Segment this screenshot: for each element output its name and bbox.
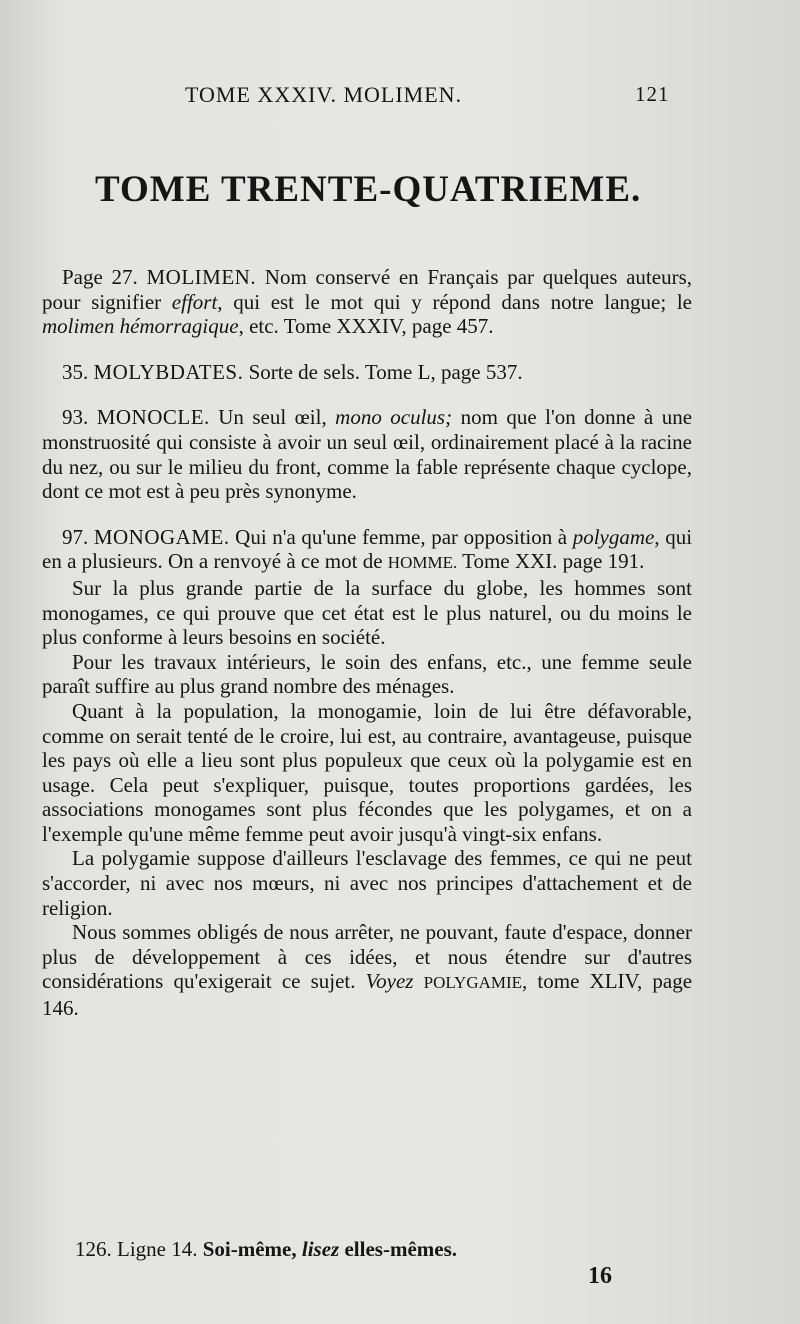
entry-paragraph bbox=[42, 360, 692, 385]
entry-italic: mono oculus; bbox=[335, 405, 453, 430]
entry-monocle bbox=[42, 405, 692, 503]
entry-text: Un seul œil, bbox=[218, 405, 327, 430]
entry-paragraph bbox=[42, 405, 692, 503]
entry-page-ref: 93. bbox=[62, 405, 89, 430]
entry-italic: Voyez bbox=[365, 969, 414, 994]
entry-paragraph: La polygamie suppose d'ailleurs l'esclavage des femmes, ce qui ne peut s'accorder, ni avec nos mœurs, ni avec nos principes d'attachement et de religion. bbox=[42, 846, 692, 920]
entry-italic: polygame bbox=[572, 524, 655, 549]
signature-mark: 16 bbox=[588, 1263, 612, 1289]
entry-text: nom que l'on donne à une monstruosité qui consiste à avoir un seul œil, ordinairement placé à la racine du nez, ou sur le milieu du front, comme la fable représente chaque cyclope, dont ce mot est à peu près synonyme. bbox=[42, 405, 693, 504]
running-title: TOME XXXIV. MOLIMEN. bbox=[185, 82, 463, 107]
entry-paragraph: Sur la plus grande partie de la surface du globe, les hommes sont monogames, ce qui prouve que cet état est le plus naturel, ou du moins le plus conforme à leurs besoins en société. bbox=[42, 575, 692, 650]
entry-text: , etc. Tome XXXIV, page 457. bbox=[238, 314, 494, 339]
erratum-correct: elles-mêmes. bbox=[344, 1237, 457, 1261]
entry-headword: MOLYBDATES. bbox=[93, 359, 244, 384]
entry-text: Qui n'a qu'une femme, par opposition à bbox=[235, 524, 568, 549]
entry-page-ref: Page 27. bbox=[62, 265, 138, 289]
entry-paragraph bbox=[42, 525, 692, 576]
entry-molybdates bbox=[42, 360, 692, 385]
entry-paragraph bbox=[42, 920, 692, 1020]
entry-paragraph: Quant à la population, la monogamie, loin de lui être défavorable, comme on serait tenté de le croire, lui est, au contraire, avantageuse, puisque les pays où elle a lieu sont plus populeux que ceux où la polygamie est en usage. Cela peut s'expliquer, puisque, toutes proportions gardées, les associations monogames sont plus fécondes que les polygames, et on a l'exemple qu'une même femme peut avoir jusqu'à vingt-six enfans. bbox=[42, 698, 692, 846]
entry-text: , qui est le mot qui y répond dans notre langue; le bbox=[217, 289, 692, 314]
entry-text: Nous sommes obligés de nous arrêter, ne pouvant, faute d'espace, donner plus de développement à ces idées, et nous étendre sur d'autres considérations qu'exigerait ce sujet. bbox=[42, 920, 692, 994]
page-number: 121 bbox=[635, 82, 670, 106]
erratum-lisez: lisez bbox=[301, 1237, 340, 1261]
entry-italic: effort bbox=[171, 289, 218, 314]
erratum-line bbox=[75, 1237, 457, 1262]
entry-molimen bbox=[42, 265, 692, 339]
cross-reference: HOMME. bbox=[387, 553, 458, 573]
entry-headword: MOLIMEN. bbox=[146, 265, 257, 289]
entry-page-ref: 35. bbox=[62, 359, 89, 384]
entry-headword: MONOCLE. bbox=[96, 405, 210, 430]
entry-page-ref: 97. bbox=[62, 524, 89, 549]
cross-reference: POLYGAMIE bbox=[423, 973, 523, 993]
entry-headword: MONOGAME. bbox=[93, 524, 230, 549]
entry-italic: molimen hémorragique bbox=[42, 314, 239, 339]
entry-text: , tome XLIV, page 146. bbox=[42, 969, 693, 1021]
erratum-ref: 126. Ligne 14. bbox=[75, 1237, 198, 1261]
entry-paragraph: Pour les travaux intérieurs, le soin des enfans, etc., une femme seule paraît suffire au plus grand nombre des ménages. bbox=[42, 649, 692, 699]
entry-text: Sorte de sels. Tome L, page 537. bbox=[248, 359, 523, 384]
page-title: TOME TRENTE-QUATRIEME. bbox=[95, 169, 642, 210]
erratum-wrong: Soi-même, bbox=[202, 1237, 297, 1261]
entry-text: Nom conservé en Français par quelques auteurs, pour signifier bbox=[42, 265, 693, 314]
entry-monogame bbox=[42, 525, 692, 1021]
entry-paragraph bbox=[42, 265, 692, 339]
dictionary-text bbox=[42, 265, 692, 1021]
entry-text: , qui en a plusieurs. On a renvoyé à ce mot de bbox=[42, 524, 693, 574]
entry-text: Tome XXI. page 191. bbox=[462, 549, 645, 574]
